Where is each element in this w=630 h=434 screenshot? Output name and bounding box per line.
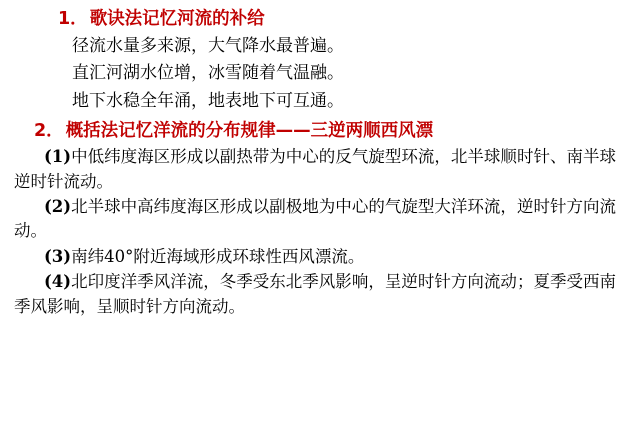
paragraph-2-marker: (2) [44,196,72,216]
section-1-heading [14,8,616,32]
verse-line-3: 地下水稳全年涌，地表地下可互通。 [72,90,344,111]
paragraph-4-text: 北印度洋季风洋流，冬季受东北季风影响，呈逆时针方向流动；夏季受西南季风影响，呈顺时针方向流动。 [14,272,616,316]
paragraph-1-text: 中低纬度海区形成以副热带为中心的反气旋型环流，北半球顺时针、南半球逆时针流动。 [14,147,616,191]
section-ocean-currents [14,120,616,319]
paragraph-4-marker: (4) [44,272,72,292]
paragraph-1-marker: (1) [44,147,72,167]
section-2-heading [14,120,616,144]
section-river-supply [14,8,616,114]
section-2-number: 2． [34,120,64,141]
paragraph-3-text: 南纬40°附近海域形成环球性西风漂流。 [71,246,365,266]
section-2-title: 概括法记忆洋流的分布规律——三逆两顺西风漂 [65,120,434,141]
paragraph-2 [14,195,616,244]
section-1-title: 歌诀法记忆河流的补给 [89,9,265,29]
paragraph-4 [14,270,616,319]
paragraph-3-marker: (3) [44,246,72,266]
verse-line-2: 直汇河湖水位增，冰雪随着气温融。 [72,63,344,84]
paragraph-2-text: 北半球中高纬度海区形成以副极地为中心的气旋型大洋环流，逆时针方向流动。 [14,196,616,241]
section-1-number: 1． [58,9,88,29]
paragraph-1 [14,145,616,194]
paragraph-3 [14,245,616,269]
verse-line-1: 径流水量多来源，大气降水最普遍。 [72,35,344,56]
